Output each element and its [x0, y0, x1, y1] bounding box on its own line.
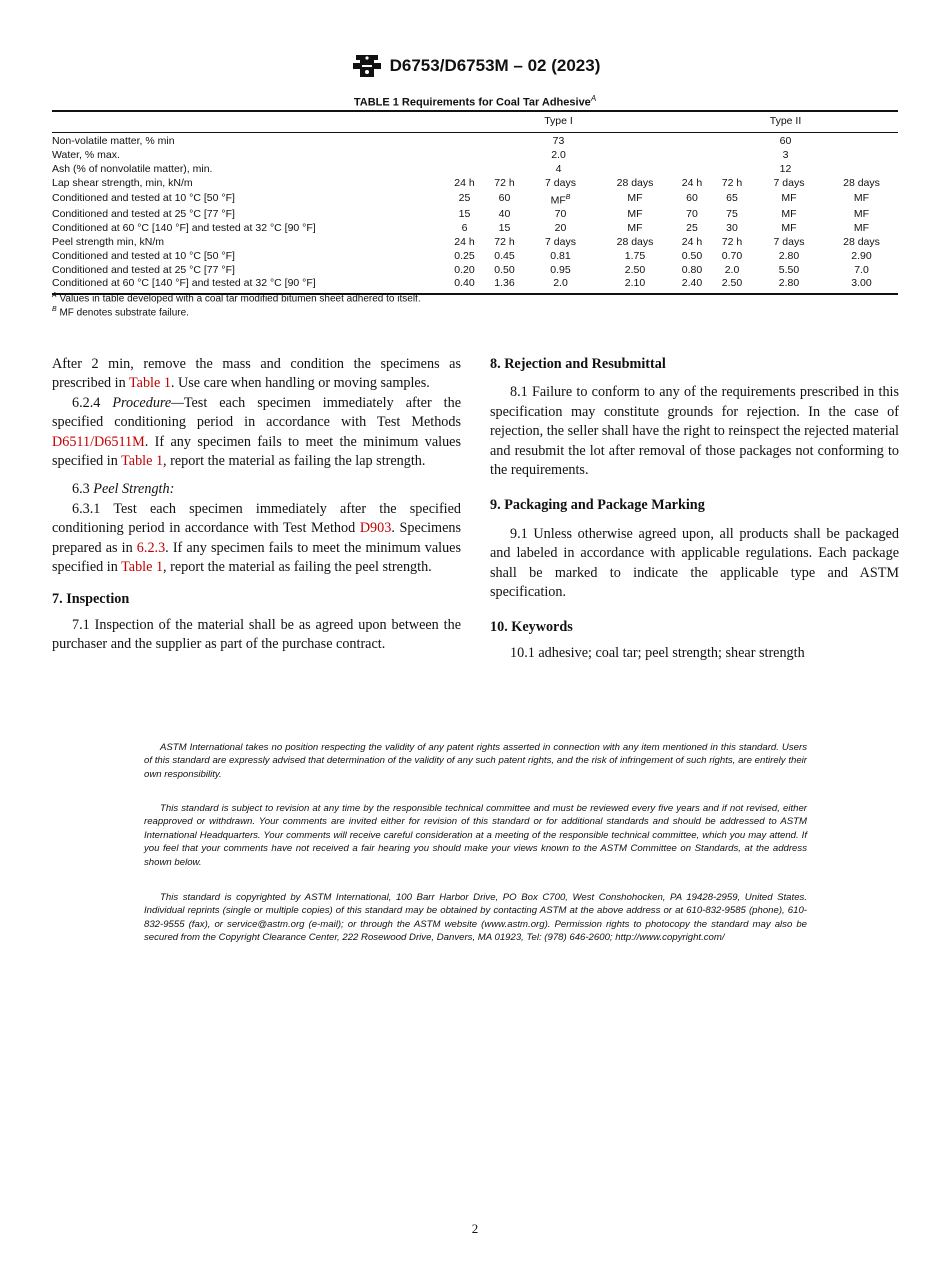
- document-id: D6753/D6753M – 02 (2023): [389, 56, 601, 75]
- section-10-1: 10.1 adhesive; coal tar; peel strength; shear strength: [510, 644, 805, 661]
- type-i-header: Type I: [444, 111, 673, 132]
- table-row: Water, % max. 2.0 3: [52, 148, 789, 161]
- requirements-table: [52, 110, 898, 295]
- table-1-link[interactable]: Table 1: [121, 559, 164, 576]
- table-row: Conditioned and tested at 25 °C [77 °F] 0.20 0.50 0.95 2.50 0.80 2.0 5.50 7.0: [52, 263, 869, 276]
- d6511-link[interactable]: D6511/D6511M: [52, 433, 145, 450]
- table-row: Conditioned at 60 °C [140 °F] and tested at 32 °C [90 °F] 6 15 20 MF 25 30 MF MF: [52, 221, 870, 234]
- section-7-heading: 7. Inspection: [52, 591, 130, 608]
- right-column: [490, 355, 899, 663]
- section-6-2-3-link[interactable]: 6.2.3: [136, 539, 166, 556]
- astm-logo-icon: [350, 51, 384, 81]
- section-9-1: 9.1 Unless otherwise agreed upon, all products shall be packaged and labeled in accordance with applicable regulations. Each package shall be marked to indicate the applicable type and ASTM specification.: [490, 525, 899, 601]
- table-header-row: [52, 111, 898, 132]
- table-1-link[interactable]: Table 1: [121, 453, 164, 470]
- table-1-link[interactable]: Table 1: [128, 375, 171, 392]
- table-row: Conditioned and tested at 10 °C [50 °F] 25 60 $MF^B$ MF 60 65 MF MF: [52, 192, 870, 207]
- section-9-heading: 9. Packaging and Package Marking: [490, 497, 705, 514]
- d903-link[interactable]: D903: [359, 520, 392, 537]
- table-row: Conditioned and tested at 25 °C [77 °F] 15 40 70 MF 70 75 MF MF: [52, 207, 870, 220]
- patent-notice: ASTM International takes no position respecting the validity of any patent rights asserted in connection with any item mentioned in this standard. Users of this standard are expressly advised that determination of the validity of any such patent rights, and the risk of infringement of such rights, are entirely their own responsibility.: [144, 742, 807, 780]
- section-8-heading: 8. Rejection and Resubmittal: [490, 356, 666, 372]
- table-title: TABLE 1 Requirements for Coal Tar Adhesive$^A$: [353, 94, 597, 109]
- table-row: Peel strength min, kN/m 24 h 72 h 7 days 28 days 24 h 72 h 7 days 28 days: [52, 235, 880, 248]
- page-header: [0, 51, 950, 86]
- table-footnote-b: $^B$ MF denotes substrate failure.: [52, 306, 189, 319]
- table-row: Non-volatile matter, % min 73 60: [52, 134, 792, 147]
- table-row: Conditioned and tested at 10 °C [50 °F] 0.25 0.45 0.81 1.75 0.50 0.70 2.80 2.90: [52, 249, 872, 262]
- revision-notice: This standard is subject to revision at any time by the responsible technical committee and must be reviewed every five years and if not revised, either reapproved or withdrawn. Your comments are invited either for revision of this standard or for additional standards and should be addressed to ASTM International Headquarters. Your comments will receive careful consideration at a meeting of the responsible technical committee, which you may attend. If you feel that your comments have not received a fair hearing you should make your views known to the ASTM Committee on Standards, at the address shown below.: [144, 803, 807, 868]
- continued-paragraph: After 2 min, remove the mass and condition the specimens as prescribed in Table 1. Use care when handling or moving samples.: [52, 356, 461, 392]
- left-column: [52, 355, 461, 655]
- section-6-3-heading: 6.3 Peel Strength:: [72, 481, 175, 498]
- table-footnote-a: $^A$ Values in table developed with a coal tar modified bitumen sheet adhered to itself.: [52, 292, 421, 305]
- copyright-notice: This standard is copyrighted by ASTM International, 100 Barr Harbor Drive, PO Box C700, West Conshohocken, PA 19428-2959, United States. Individual reprints (single or multiple copies) of this standard may be obtained by contacting ASTM at the above address or at 610-832-9585 (phone), 610-832-9555 (fax), or service@astm.org (e-mail); or through the ASTM website (www.astm.org). Permission rights to photocopy the standard may also be secured from the Copyright Clearance Center, 222 Rosewood Drive, Danvers, MA 01923, Tel: (978) 646-2600; http://www.copyright.com/: [144, 892, 807, 944]
- section-6-2-4: 6.2.4 Procedure—Test each specimen immediately after the specified conditioning period in accordance with Test Methods D6511/D6511M. If any specimen fails to meet the minimum values specified in Table 1, report the material as failing the lap strength.: [52, 394, 462, 470]
- table-row: Conditioned at 60 °C [140 °F] and tested at 32 °C [90 °F] 0.40 1.36 2.0 2.10 2.40 2.50 2.80 3.00: [52, 277, 898, 294]
- section-6-3-1: 6.3.1 Test each specimen immediately after the specified conditioning period in accordance with Test Method D903. Specimens prepared as in 6.2.3. If any specimen fails to meet the minimum values specified in Table 1, report the material as failing the peel strength.: [52, 500, 461, 576]
- section-10-heading: 10. Keywords: [490, 619, 573, 636]
- table-row: Ash (% of nonvolatile matter), min. 4 12: [52, 162, 792, 175]
- table-row: Lap shear strength, min, kN/m 24 h 72 h 7 days 28 days 24 h 72 h 7 days 28 days: [52, 176, 880, 189]
- section-7-1: 7.1 Inspection of the material shall be as agreed upon between the purchaser and the supplier as part of the purchase contract.: [52, 616, 461, 653]
- section-8-1: 8.1 Failure to conform to any of the requirements prescribed in this specification may constitute grounds for rejection. In the case of rejection, the seller shall have the right to reinspect the rejected material and resubmit the lot after removal of those packages not conforming to the requirements.: [490, 384, 899, 479]
- page-number: 2: [471, 1221, 479, 1236]
- type-ii-header: Type II: [673, 111, 898, 132]
